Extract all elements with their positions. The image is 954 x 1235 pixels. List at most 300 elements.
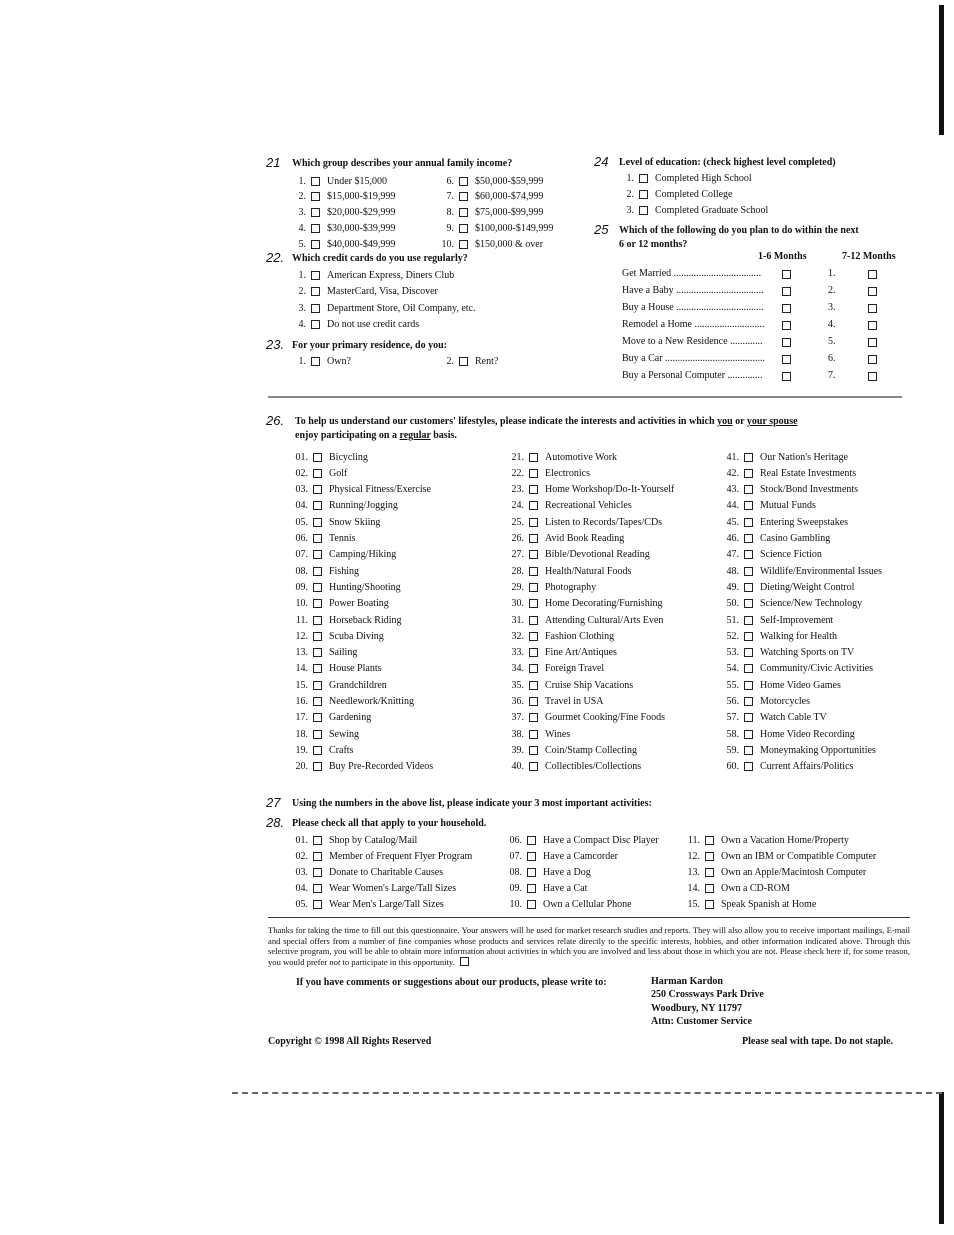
q26-option-number: 52.	[726, 630, 739, 642]
q25-checkbox-1-6[interactable]	[782, 304, 791, 313]
q21-option[interactable]	[292, 206, 395, 220]
q26-option[interactable]	[721, 532, 830, 546]
q22-option[interactable]	[292, 318, 419, 332]
q26-option-number: 37.	[511, 712, 524, 724]
q25-checkbox-7-12[interactable]	[868, 304, 877, 313]
q26-option[interactable]	[721, 662, 873, 676]
q26-text-b: enjoy participating on a	[295, 430, 400, 441]
q26-option-number: 34.	[511, 663, 524, 675]
q24-option-number: 3.	[626, 205, 634, 217]
q28-option[interactable]	[682, 882, 790, 896]
q26-checkbox[interactable]	[744, 632, 753, 641]
q21-option[interactable]	[436, 174, 543, 188]
q25-checkbox-1-6[interactable]	[782, 270, 791, 279]
q28-option[interactable]	[290, 865, 443, 879]
q26-option-number: 41.	[726, 451, 739, 463]
q26-option[interactable]	[290, 532, 356, 546]
q24-option[interactable]	[620, 187, 733, 201]
q26-checkbox[interactable]	[313, 697, 322, 706]
q26-option[interactable]	[290, 629, 384, 643]
q26-option-label: Home Decorating/Furnishing	[545, 598, 663, 610]
q26-checkbox[interactable]	[744, 616, 753, 625]
q26-option-label: House Plants	[329, 663, 382, 675]
q26-checkbox[interactable]	[529, 550, 538, 559]
q26-checkbox[interactable]	[313, 567, 322, 576]
q26-option-number: 44.	[726, 500, 739, 512]
q26-checkbox[interactable]	[744, 453, 753, 462]
q26-option-number: 09.	[295, 581, 308, 593]
q26-option[interactable]	[290, 515, 380, 529]
q26-checkbox[interactable]	[744, 681, 753, 690]
q26-option[interactable]	[290, 466, 347, 480]
q28-option-number: 01.	[295, 834, 308, 846]
q28-option[interactable]	[682, 849, 876, 863]
q22-checkbox[interactable]	[311, 304, 320, 313]
q26-option[interactable]	[290, 678, 387, 692]
q25-checkbox-7-12[interactable]	[868, 321, 877, 330]
q26-option[interactable]	[290, 564, 359, 578]
q25-checkbox-7-12[interactable]	[868, 287, 877, 296]
q21-number: 21	[266, 155, 281, 170]
q26-option[interactable]	[721, 597, 862, 611]
q26-option[interactable]	[506, 646, 617, 660]
q26-option[interactable]	[506, 597, 662, 611]
q23-number: 23.	[266, 337, 285, 352]
q21-checkbox[interactable]	[459, 192, 468, 201]
q26-option-number: 48.	[726, 565, 739, 577]
q26-option-label: Foreign Travel	[545, 663, 605, 675]
q26-option[interactable]	[721, 483, 858, 497]
q26-option-label: Home Video Games	[760, 679, 841, 691]
q26-option-number: 42.	[726, 467, 739, 479]
q26-option-number: 17.	[295, 712, 308, 724]
q26-checkbox[interactable]	[313, 632, 322, 641]
q22-checkbox[interactable]	[311, 271, 320, 280]
edge-bar-bottom	[939, 1092, 944, 1224]
q26-option[interactable]	[290, 597, 389, 611]
q26-option[interactable]	[721, 743, 876, 757]
q26-option[interactable]	[721, 727, 855, 741]
q26-checkbox[interactable]	[529, 485, 538, 494]
q26-option[interactable]	[721, 548, 822, 562]
q28-option[interactable]	[290, 849, 472, 863]
q22-option-label: MasterCard, Visa, Discover	[327, 286, 438, 298]
q25-checkbox-7-12[interactable]	[868, 372, 877, 381]
q21-option[interactable]	[292, 190, 395, 204]
q26-checkbox[interactable]	[529, 664, 538, 673]
q26-option-label: Needlework/Knitting	[329, 696, 414, 707]
q26-checkbox[interactable]	[529, 648, 538, 657]
q21-checkbox[interactable]	[459, 208, 468, 217]
q28-option[interactable]	[682, 833, 849, 847]
q26-checkbox[interactable]	[744, 567, 753, 576]
q26-option-number: 29.	[511, 581, 524, 593]
q26-option[interactable]	[290, 580, 401, 594]
q28-option-number: 11.	[687, 834, 700, 846]
q22-option[interactable]	[292, 285, 438, 299]
q21-checkbox[interactable]	[311, 208, 320, 217]
q26-option[interactable]	[506, 580, 596, 594]
q24-number: 24	[594, 154, 609, 169]
q28-option[interactable]	[504, 882, 587, 896]
q26-option-label: Fishing	[329, 565, 360, 577]
q28-option-label: Wear Men's Large/Tall Sizes	[329, 899, 444, 911]
q26-checkbox[interactable]	[313, 762, 322, 771]
q26-option[interactable]	[506, 515, 662, 529]
q26-option-label: Snow Skiing	[329, 516, 381, 528]
q26-option-label: Collectibles/Collections	[545, 761, 642, 773]
thanks-paragraph	[268, 925, 910, 967]
q22-option-label: Do not use credit cards	[327, 319, 420, 331]
q26-checkbox[interactable]	[313, 485, 322, 494]
q26-checkbox[interactable]	[744, 664, 753, 673]
q21-checkbox[interactable]	[459, 240, 468, 249]
q28-checkbox[interactable]	[527, 868, 536, 877]
q26-option[interactable]	[721, 760, 853, 774]
q26-option-label: Stock/Bond Investments	[760, 484, 859, 496]
q26-checkbox[interactable]	[744, 501, 753, 510]
q26-option[interactable]	[290, 450, 368, 464]
q25-row-label: Move to a New Residence .............	[622, 336, 763, 347]
q21-option-number: 9.	[446, 222, 454, 234]
q25-row-number: 1.	[828, 268, 836, 279]
q28-option[interactable]	[290, 898, 444, 912]
q24-option[interactable]	[620, 171, 752, 185]
q28-option[interactable]	[682, 865, 866, 879]
q22-option-number: 2.	[298, 286, 306, 298]
q26-option[interactable]	[721, 646, 854, 660]
q26-option-number: 55.	[726, 679, 739, 691]
q26-checkbox[interactable]	[529, 567, 538, 576]
q28-checkbox[interactable]	[527, 900, 536, 909]
q25-row-label: Remodel a Home ............................	[622, 319, 765, 330]
q26-checkbox[interactable]	[529, 632, 538, 641]
q26-checkbox[interactable]	[529, 713, 538, 722]
q26-checkbox[interactable]	[744, 534, 753, 543]
q21-option[interactable]	[436, 206, 543, 220]
q26-checkbox[interactable]	[313, 599, 322, 608]
q26-checkbox[interactable]	[529, 534, 538, 543]
q26-checkbox[interactable]	[529, 599, 538, 608]
q28-checkbox[interactable]	[705, 884, 714, 893]
q26-option-label: Electronics	[545, 467, 590, 479]
q25-checkbox-1-6[interactable]	[782, 355, 791, 364]
q26-option-number: 12.	[295, 630, 308, 642]
q26-option[interactable]	[506, 760, 641, 774]
q26-checkbox[interactable]	[529, 762, 538, 771]
q26-checkbox[interactable]	[313, 746, 322, 755]
q26-checkbox[interactable]	[529, 746, 538, 755]
q26-option[interactable]	[290, 646, 357, 660]
q26-checkbox[interactable]	[744, 550, 753, 559]
q26-checkbox[interactable]	[529, 518, 538, 527]
q26-checkbox[interactable]	[313, 648, 322, 657]
q28-option[interactable]	[682, 898, 816, 912]
q26-option-number: 15.	[295, 679, 308, 691]
q21-option-label: $100,000-$149,999	[475, 222, 554, 234]
divider-top	[268, 396, 902, 398]
q26-checkbox[interactable]	[529, 501, 538, 510]
q26-option[interactable]	[506, 662, 604, 676]
q26-option[interactable]	[290, 613, 402, 627]
q26-option[interactable]	[290, 743, 353, 757]
q21-option[interactable]	[292, 174, 387, 188]
q26-checkbox[interactable]	[529, 697, 538, 706]
q26-option-number: 40.	[511, 761, 524, 773]
q28-option-label: Donate to Charitable Causes	[329, 866, 444, 878]
q25-checkbox-7-12[interactable]	[868, 270, 877, 279]
q26-option[interactable]	[290, 483, 431, 497]
q21-option[interactable]	[436, 221, 553, 235]
q28-checkbox[interactable]	[313, 884, 322, 893]
q28-option[interactable]	[290, 882, 456, 896]
q26-option-label: Current Affairs/Politics	[760, 761, 854, 773]
q26-option-label: Home Video Recording	[760, 728, 855, 740]
q26-checkbox[interactable]	[744, 583, 753, 592]
q26-option[interactable]	[290, 727, 359, 741]
q25-checkbox-1-6[interactable]	[782, 287, 791, 296]
q25-checkbox-7-12[interactable]	[868, 355, 877, 364]
q28-option[interactable]	[504, 898, 632, 912]
q26-option-label: Power Boating	[329, 598, 389, 610]
q26-option-label: Entering Sweepstakes	[760, 516, 849, 528]
q22-option-label: Department Store, Oil Company, etc.	[327, 302, 476, 314]
q26-option[interactable]	[506, 532, 624, 546]
q26-option-number: 22.	[511, 467, 524, 479]
q21-checkbox[interactable]	[459, 177, 468, 186]
q26-checkbox[interactable]	[313, 664, 322, 673]
q26-option-label: Gourmet Cooking/Fine Foods	[545, 712, 666, 724]
q21-checkbox[interactable]	[311, 224, 320, 233]
q26-option-number: 36.	[511, 696, 524, 707]
q26-option-number: 18.	[295, 728, 308, 740]
q24-checkbox[interactable]	[639, 206, 648, 215]
q26-checkbox[interactable]	[744, 762, 753, 771]
q21-checkbox[interactable]	[311, 240, 320, 249]
q26-option[interactable]	[721, 678, 841, 692]
q26-option-label: Community/Civic Activities	[760, 663, 874, 675]
q28-option-label: Have a Dog	[543, 866, 591, 878]
q23-checkbox[interactable]	[311, 357, 320, 366]
q26-option-number: 51.	[726, 614, 739, 626]
q26-checkbox[interactable]	[744, 730, 753, 739]
q26-spouse: your spouse	[746, 416, 798, 427]
q23-option[interactable]	[436, 354, 498, 368]
q26-checkbox[interactable]	[744, 713, 753, 722]
q26-option[interactable]	[506, 548, 650, 562]
q26-checkbox[interactable]	[529, 616, 538, 625]
q28-checkbox[interactable]	[313, 836, 322, 845]
q21-option-number: 6.	[446, 175, 454, 187]
q26-option-number: 32.	[511, 630, 524, 642]
q26-number: 26.	[266, 413, 285, 428]
q26-option-number: 49.	[726, 581, 739, 593]
q28-option[interactable]	[290, 833, 417, 847]
q28-checkbox[interactable]	[527, 884, 536, 893]
q25-col-a-header: 1-6 Months	[758, 251, 807, 262]
q28-option-label: Own a Cellular Phone	[543, 899, 632, 911]
q26-option[interactable]	[290, 662, 382, 676]
q26-option[interactable]	[290, 499, 398, 513]
q26-checkbox[interactable]	[313, 583, 322, 592]
q26-checkbox[interactable]	[313, 616, 322, 625]
q26-checkbox[interactable]	[313, 453, 322, 462]
q26-option[interactable]	[290, 760, 433, 774]
q26-option-label: Real Estate Investments	[760, 467, 857, 479]
q21-option-label: $15,000-$19,999	[327, 191, 396, 203]
q26-option[interactable]	[506, 450, 617, 464]
q26-option[interactable]	[721, 499, 816, 513]
q22-option[interactable]	[292, 301, 475, 315]
q25-checkbox-7-12[interactable]	[868, 338, 877, 347]
q28-option-label: Own an Apple/Macintosh Computer	[721, 866, 867, 878]
q26-checkbox[interactable]	[744, 648, 753, 657]
q26-option[interactable]	[721, 564, 882, 578]
q26-option[interactable]	[721, 515, 848, 529]
thanks-text-a: Thanks for taking the time to fill out this questionnaire. Your answers will be used for market research studies and reports. They will also allow you to receive important mailings, E-mail and special offers from a number of fine companies whose products and services relate directly to the specific interests, hobbies, and other information indicated above. Through this selective program, you will be able to obtain more information about activities in which you are involved and less about those in which you are not. Please check here if, for some reason, you would prefer	[268, 925, 910, 967]
q28-option[interactable]	[504, 849, 618, 863]
q21-checkbox[interactable]	[311, 177, 320, 186]
q24-checkbox[interactable]	[639, 190, 648, 199]
q26-option[interactable]	[506, 695, 604, 709]
q23-option[interactable]	[292, 354, 351, 368]
q25-row-number: 6.	[828, 353, 836, 364]
q26-option[interactable]	[506, 711, 665, 725]
q26-option-number: 50.	[726, 598, 739, 610]
q21-checkbox[interactable]	[459, 224, 468, 233]
q26-option[interactable]	[506, 727, 570, 741]
q28-checkbox[interactable]	[705, 868, 714, 877]
q26-checkbox[interactable]	[744, 697, 753, 706]
q26-option-number: 10.	[295, 598, 308, 610]
q26-option[interactable]	[721, 629, 837, 643]
q28-checkbox[interactable]	[313, 868, 322, 877]
q26-checkbox[interactable]	[744, 485, 753, 494]
q26-option-label: Watch Cable TV	[760, 712, 827, 724]
q26-option-label: Bicycling	[329, 451, 368, 463]
q26-checkbox[interactable]	[529, 583, 538, 592]
q28-checkbox[interactable]	[527, 836, 536, 845]
q26-question-line1	[295, 416, 798, 427]
q28-option-label: Own an IBM or Compatible Computer	[721, 850, 877, 862]
q26-checkbox[interactable]	[313, 681, 322, 690]
q28-checkbox[interactable]	[313, 852, 322, 861]
q26-option[interactable]	[506, 499, 632, 513]
q21-checkbox[interactable]	[311, 192, 320, 201]
q26-option[interactable]	[506, 629, 614, 643]
q26-option-number: 59.	[726, 744, 739, 756]
q21-option[interactable]	[436, 190, 543, 204]
opt-out-checkbox[interactable]	[460, 957, 469, 966]
q26-option[interactable]	[721, 466, 856, 480]
q22-checkbox[interactable]	[311, 320, 320, 329]
q26-option[interactable]	[721, 580, 854, 594]
q28-option-label: Have a Cat	[543, 883, 588, 895]
q26-checkbox[interactable]	[313, 501, 322, 510]
q25-row-number: 4.	[828, 319, 836, 330]
q26-option[interactable]	[721, 695, 810, 709]
q26-option[interactable]	[506, 678, 633, 692]
q21-option[interactable]	[292, 237, 395, 251]
q26-option[interactable]	[506, 564, 631, 578]
q26-checkbox[interactable]	[529, 469, 538, 478]
q26-option-label: Grandchildren	[329, 679, 387, 691]
q26-option[interactable]	[506, 466, 590, 480]
q26-option-label: Cruise Ship Vacations	[545, 679, 634, 691]
q26-option-label: Sewing	[329, 728, 359, 740]
q26-option[interactable]	[506, 483, 674, 497]
q26-option[interactable]	[506, 743, 637, 757]
q24-checkbox[interactable]	[639, 174, 648, 183]
q21-option[interactable]	[436, 237, 543, 251]
q21-option[interactable]	[292, 221, 395, 235]
q26-option-number: 47.	[726, 549, 739, 561]
q21-option-number: 8.	[446, 207, 454, 219]
q26-option-number: 38.	[511, 728, 524, 740]
q28-option-number: 12.	[687, 850, 700, 862]
q25-row-number: 7.	[828, 370, 836, 381]
q26-option[interactable]	[721, 613, 833, 627]
q22-checkbox[interactable]	[311, 287, 320, 296]
q26-option-label: Fashion Clothing	[545, 630, 615, 642]
q26-option-label: Crafts	[329, 744, 354, 756]
q26-checkbox[interactable]	[529, 730, 538, 739]
q26-checkbox[interactable]	[744, 746, 753, 755]
q28-option-number: 07.	[509, 850, 522, 862]
q24-option[interactable]	[620, 204, 768, 218]
q28-checkbox[interactable]	[705, 900, 714, 909]
q26-option[interactable]	[721, 711, 827, 725]
q28-checkbox[interactable]	[705, 836, 714, 845]
q28-checkbox[interactable]	[527, 852, 536, 861]
q26-checkbox[interactable]	[313, 730, 322, 739]
q25-checkbox-1-6[interactable]	[782, 338, 791, 347]
q26-checkbox[interactable]	[529, 681, 538, 690]
q26-checkbox[interactable]	[313, 469, 322, 478]
q26-checkbox[interactable]	[313, 713, 322, 722]
q26-checkbox[interactable]	[313, 550, 322, 559]
q26-option-number: 25.	[511, 516, 524, 528]
q26-checkbox[interactable]	[744, 518, 753, 527]
q26-option-number: 04.	[295, 500, 308, 512]
q26-option[interactable]	[290, 695, 414, 709]
q26-option[interactable]	[290, 711, 371, 725]
q25-checkbox-1-6[interactable]	[782, 321, 791, 330]
q26-option-number: 60.	[726, 761, 739, 773]
q26-option[interactable]	[721, 450, 848, 464]
q26-option-label: Fine Art/Antiques	[545, 647, 617, 659]
q28-option-label: Have a Camcorder	[543, 850, 618, 862]
q26-checkbox[interactable]	[744, 469, 753, 478]
q26-option[interactable]	[290, 548, 396, 562]
q26-option[interactable]	[506, 613, 663, 627]
q26-checkbox[interactable]	[744, 599, 753, 608]
q26-checkbox[interactable]	[313, 518, 322, 527]
q28-option[interactable]	[504, 865, 591, 879]
q26-option-label: Sailing	[329, 647, 358, 659]
q25-checkbox-1-6[interactable]	[782, 372, 791, 381]
q26-option-number: 33.	[511, 647, 524, 659]
q21-option-number: 5.	[298, 238, 306, 250]
q28-option[interactable]	[504, 833, 659, 847]
q23-checkbox[interactable]	[459, 357, 468, 366]
q28-option-number: 02.	[295, 850, 308, 862]
q28-checkbox[interactable]	[705, 852, 714, 861]
q26-checkbox[interactable]	[529, 453, 538, 462]
q28-checkbox[interactable]	[313, 900, 322, 909]
q22-option[interactable]	[292, 268, 454, 282]
q26-checkbox[interactable]	[313, 534, 322, 543]
